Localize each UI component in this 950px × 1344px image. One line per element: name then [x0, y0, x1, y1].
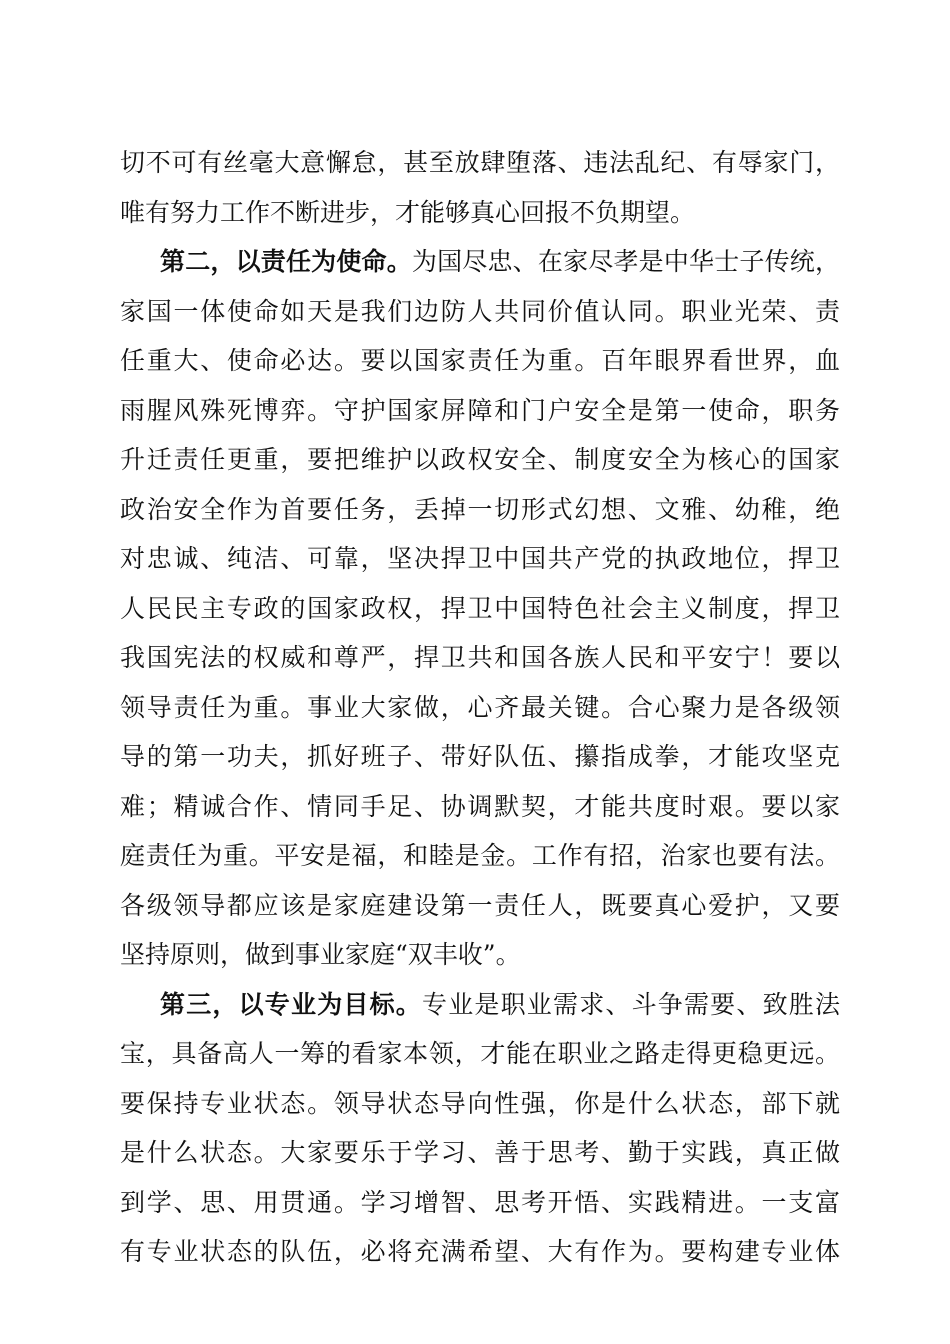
- text-line: 庭责任为重。平安是福，和睦是金。工作有招，治家也要有法。: [120, 841, 840, 870]
- text-line: 切不可有丝毫大意懈怠，甚至放肆堕落、违法乱纪、有辱家门，: [120, 148, 840, 177]
- text-line: 雨腥风殊死博弈。守护国家屏障和门户安全是第一使命，职务: [120, 395, 840, 425]
- text-line: 导的第一功夫，抓好班子、带好队伍、攥指成拳，才能攻坚克: [120, 742, 840, 771]
- text-span: 为国尽忠、在家尽孝是中华士子传统，: [411, 247, 840, 276]
- text-line: 要保持专业状态。领导状态导向性强，你是什么状态，部下就: [120, 1088, 840, 1118]
- section-lead-third: 第三，以专业为目标。: [160, 989, 422, 1019]
- text-line: 宝，具备高人一筹的看家本领，才能在职业之路走得更稳更远。: [120, 1039, 840, 1068]
- text-line: 唯有努力工作不断进步，才能够真心回报不负期望。: [120, 197, 696, 227]
- text-line: 各级领导都应该是家庭建设第一责任人，既要真心爱护，又要: [120, 890, 840, 920]
- text-line: 政治安全作为首要任务，丢掉一切形式幻想、文雅、幼稚，绝: [120, 494, 840, 524]
- section-lead-second: 第二，以责任为使命。: [160, 247, 412, 276]
- text-line: 对忠诚、纯洁、可靠，坚决捍卫中国共产党的执政地位，捍卫: [120, 544, 840, 573]
- text-line: 坚持原则，做到事业家庭“双丰收”。: [120, 940, 521, 969]
- text-line: 人民民主专政的国家政权，捍卫中国特色社会主义制度，捍卫: [120, 593, 840, 623]
- text-line: 有专业状态的队伍，必将充满希望、大有作为。要构建专业体: [120, 1237, 840, 1266]
- paragraph-first-line: [120, 237, 840, 287]
- text-line: 到学、思、用贯通。学习增智、思考开悟、实践精进。一支富: [120, 1187, 840, 1217]
- text-line: 升迁责任更重，要把维护以政权安全、制度安全为核心的国家: [120, 445, 840, 474]
- body-text: [120, 138, 840, 1277]
- text-span: 专业是职业需求、斗争需要、致胜法: [422, 989, 840, 1019]
- paragraph-first-line: [120, 980, 840, 1030]
- text-line: 难；精诚合作、情同手足、协调默契，才能共度时艰。要以家: [120, 791, 840, 821]
- text-line: 领导责任为重。事业大家做，心齐最关键。合心聚力是各级领: [120, 692, 840, 722]
- text-line: 家国一体使命如天是我们边防人共同价值认同。职业光荣、责: [120, 296, 840, 326]
- text-line: 任重大、使命必达。要以国家责任为重。百年眼界看世界，血: [120, 346, 840, 375]
- text-line: 是什么状态。大家要乐于学习、善于思考、勤于实践，真正做: [120, 1138, 840, 1167]
- text-line: 我国宪法的权威和尊严，捍卫共和国各族人民和平安宁！要以: [120, 643, 840, 672]
